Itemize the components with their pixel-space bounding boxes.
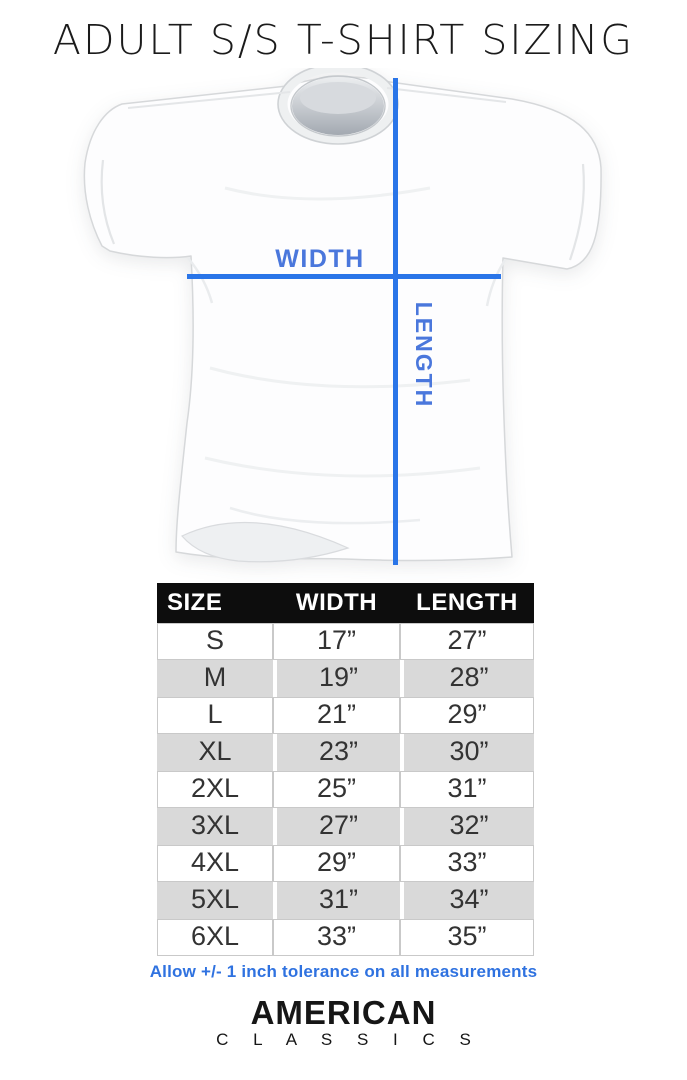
cell-width: 29” [273,845,400,882]
cell-length: 31” [400,771,534,808]
cell-size: 4XL [157,845,273,882]
cell-size: L [157,697,273,734]
cell-width: 25” [273,771,400,808]
cell-length: 32” [400,808,534,845]
table-row [157,623,534,660]
cell-length: 30” [400,734,534,771]
width-label: WIDTH [275,245,365,273]
cell-size: 2XL [157,771,273,808]
length-measure-line [393,78,398,565]
cell-size: M [157,660,273,697]
page-title: ADULT S/S T-SHIRT SIZING [52,16,635,64]
cell-length: 29” [400,697,534,734]
brand-name-classics: C L A S S I C S [216,1030,481,1049]
brand-name-american: AMERICAN [250,994,437,1031]
table-row [157,919,534,956]
collar-back [300,82,376,114]
size-table [157,583,534,956]
table-row [157,771,534,808]
cell-width: 17” [273,623,400,660]
cell-length: 33” [400,845,534,882]
cell-size: S [157,623,273,660]
cell-width: 31” [273,882,400,919]
tshirt-diagram [0,68,687,583]
table-row [157,660,534,697]
tshirt-graphic [84,68,601,562]
table-row [157,808,534,845]
cell-size: 3XL [157,808,273,845]
cell-length: 35” [400,919,534,956]
cell-size: XL [157,734,273,771]
table-row [157,845,534,882]
width-measure-line [187,274,501,279]
cell-length: 34” [400,882,534,919]
table-row [157,697,534,734]
table-row [157,882,534,919]
cell-size: 5XL [157,882,273,919]
cell-length: 28” [400,660,534,697]
cell-length: 27” [400,623,534,660]
header-cell-width: WIDTH [295,589,378,616]
cell-size: 6XL [157,919,273,956]
cell-width: 19” [273,660,400,697]
table-header-row [157,583,534,623]
table-row [157,734,534,771]
cell-width: 23” [273,734,400,771]
cell-width: 27” [273,808,400,845]
header-cell-size: SIZE [167,589,223,616]
length-label: LENGTH [411,301,437,409]
brand-logo [0,996,687,1050]
tshirt-image [0,68,687,583]
cell-width: 33” [273,919,400,956]
header-cell-length: LENGTH [416,589,518,616]
tolerance-note: Allow +/- 1 inch tolerance on all measurements [149,962,538,981]
cell-width: 21” [273,697,400,734]
